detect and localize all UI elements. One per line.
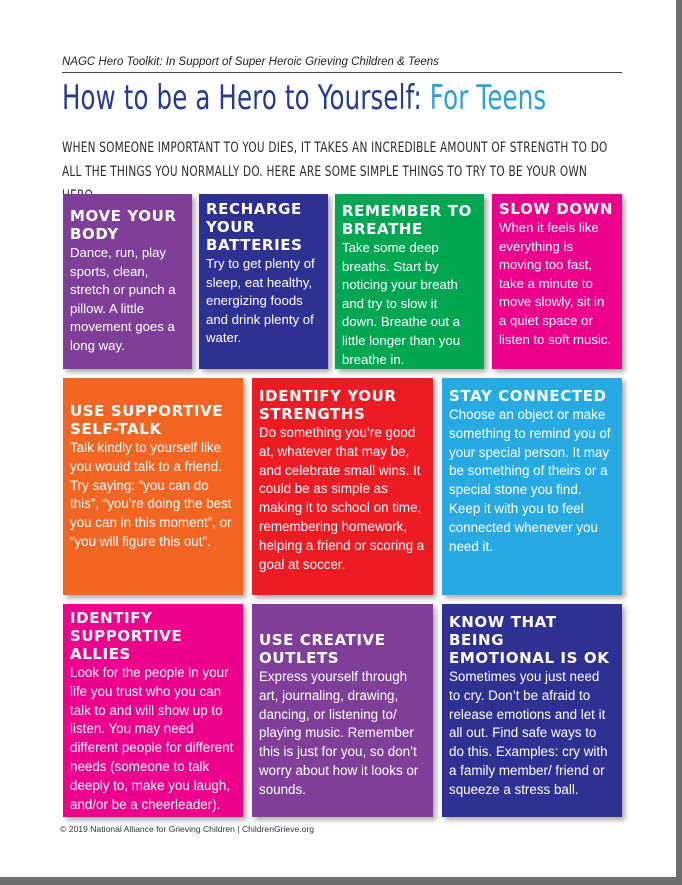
card-body: Sometimes you just need to cry. Don’t be afraid to release emotions and let it all out. Find safe ways to do this. Examples: cry with a family member/ friend or squeeze a stress ball. <box>449 669 608 797</box>
card-body: Express yourself through art, journaling, drawing, dancing, or listening to/ playing music. Remember this is just for you, so don’t worry about how it looks or sounds. <box>259 669 419 797</box>
card-title: RECHARGE YOUR BATTERIES <box>206 200 303 254</box>
card-move-your-body <box>63 194 192 369</box>
card-title: SLOW DOWN <box>499 200 614 218</box>
card-use-supportive-self-talk <box>63 378 243 595</box>
card-body: Look for the people in your life you trust who you can talk to and will show up to listen. You may need different people for different needs (someone to talk deeply to, make you laugh, and/or be a cheerleader). <box>70 665 234 812</box>
title-main: How to be a Hero to Yourself: <box>62 78 422 118</box>
toolkit-header: NAGC Hero Toolkit: In Support of Super Heroic Grieving Children & Teens <box>62 56 439 68</box>
card-body: Talk kindly to yourself like you would talk to a friend. Try saying: “you can do this”, “you’re doing the best you can in this moment”, or “you will figure this out”. <box>70 440 232 549</box>
card-body: Try to get plenty of sleep, eat healthy, energizing foods and drink plenty of water. <box>206 256 315 346</box>
card-stay-connected <box>442 378 622 595</box>
card-body: Dance, run, play sports, clean, stretch or punch a pillow. A little movement goes a long way. <box>70 245 176 353</box>
card-identify-your-strengths <box>252 378 433 595</box>
card-body: Do something you’re good at, whatever that may be, and celebrate small wins. It could be as simple as making it to school on time, remembering homework, helping a friend or scoring a goal at soccer. <box>259 425 425 572</box>
card-title: MOVE YOUR BODY <box>70 207 177 243</box>
title-accent: For Teens <box>429 78 547 118</box>
card-recharge-your-batteries <box>199 194 328 369</box>
card-identify-supportive-allies <box>63 604 243 817</box>
card-title: USE SUPPORTIVE SELF-TALK <box>70 402 224 438</box>
card-use-creative-outlets <box>252 604 433 817</box>
card-title: IDENTIFY YOUR STRENGTHS <box>259 387 397 423</box>
card-remember-to-breathe <box>335 194 484 369</box>
card-body: Choose an object or make something to remind you of your special person. It may be something of theirs or a special stone you find. Keep it with you to feel connected whenever you need it. <box>449 407 611 554</box>
card-title: KNOW THAT BEING EMOTIONAL IS OK <box>449 613 610 667</box>
card-title: REMEMBER TO BREATHE <box>342 202 472 238</box>
card-body: When it feels like everything is moving too fast, take a minute to move slowly, sit in a quiet space or listen to soft music. <box>499 220 612 347</box>
card-know-that-being-emotional-is-ok <box>442 604 622 817</box>
card-title: STAY CONNECTED <box>449 387 607 405</box>
header-divider <box>62 72 622 73</box>
card-slow-down <box>492 194 622 369</box>
page-title <box>62 78 547 118</box>
card-body: Take some deep breaths. Start by noticing your breath and try to slow it down. Breathe out a little longer than you breathe in. <box>342 240 461 367</box>
intro-text: WHEN SOMEONE IMPORTANT TO YOU DIES, IT TAKES AN INCREDIBLE AMOUNT OF STRENGTH TO DO ALL THE THINGS YOU NORMALLY DO. HERE ARE SOME SIMPLE THINGS TO TRY TO BE YOUR OWN <box>62 140 608 180</box>
copyright-footer: © 2019 National Alliance for Grieving Children | ChildrenGrieve.org <box>60 824 315 834</box>
card-title: IDENTIFY SUPPORTIVE ALLIES <box>70 609 183 663</box>
card-title: USE CREATIVE OUTLETS <box>259 631 386 667</box>
